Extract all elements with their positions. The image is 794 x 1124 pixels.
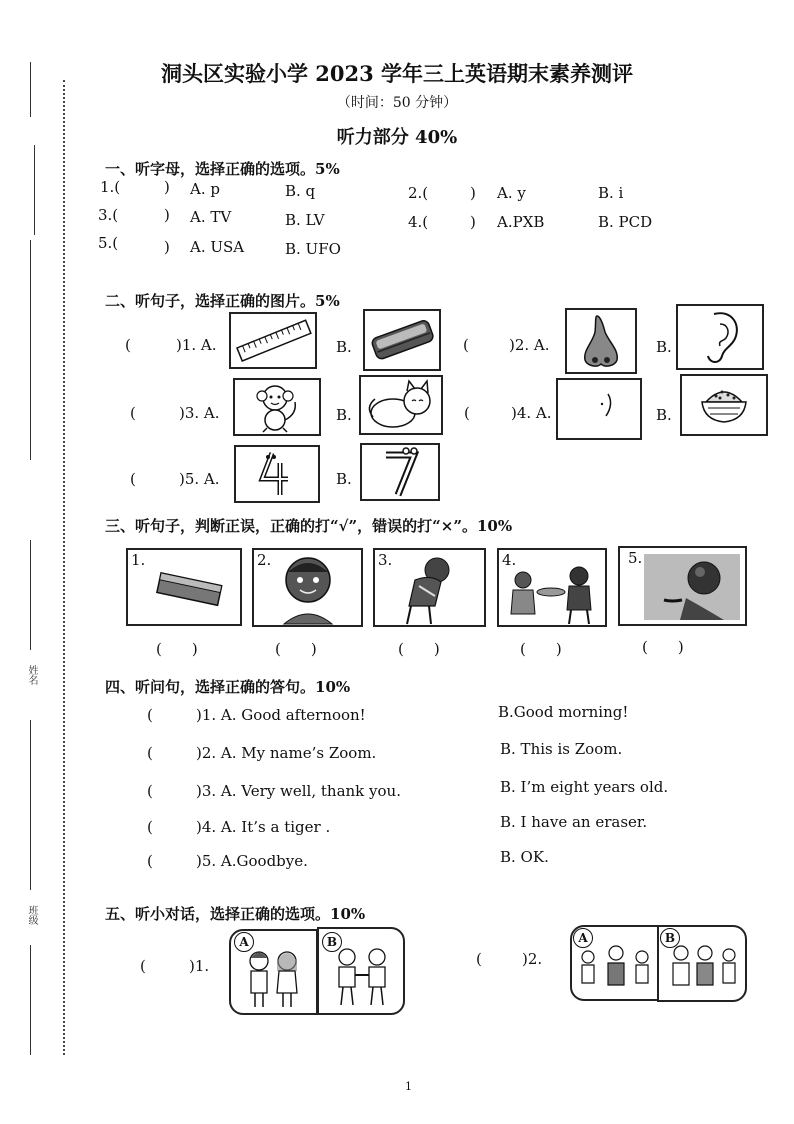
section2-q4-b-picture xyxy=(680,374,768,436)
section4-q1-a: )1. A. Good afternoon! xyxy=(196,706,366,724)
monkey-icon xyxy=(235,380,319,434)
margin-label-class: 班级 xyxy=(26,905,37,925)
section3-picture-4: 4. xyxy=(497,548,607,627)
section5-q1-label: )1. xyxy=(189,957,210,975)
number-four-icon xyxy=(236,447,318,501)
margin-line-bottom xyxy=(30,945,31,1055)
ruler-icon xyxy=(231,314,315,367)
section4-q2-a: )2. A. My name’s Zoom. xyxy=(196,744,377,762)
section2-heading: 二、听句子，选择正确的图片。5% xyxy=(105,292,340,310)
margin-line-lower xyxy=(30,720,31,890)
section3-picture-5: 5. xyxy=(618,546,747,626)
section3-answer-1[interactable]: ( ) xyxy=(156,640,198,658)
section2-q5-b-picture xyxy=(360,443,440,501)
section2-q4-a-picture xyxy=(556,378,642,440)
section2-q1-b-picture xyxy=(363,309,441,371)
section4-q1-paren: ( xyxy=(147,706,153,724)
section2-q5-label: )5. A. xyxy=(179,470,220,488)
fold-dotted-line xyxy=(63,80,65,1055)
section2-q3-b-label: B. xyxy=(336,406,352,424)
section3-answer-5[interactable]: ( ) xyxy=(642,638,684,656)
section2-q1-paren: ( xyxy=(125,336,131,354)
margin-line-middle xyxy=(30,240,31,460)
section4-q5-a: )5. A.Goodbye. xyxy=(196,852,308,870)
section4-q3-a: )3. A. Very well, thank you. xyxy=(196,782,401,800)
section2-q4-label: )4. A. xyxy=(511,404,552,422)
section3-picture-3: 3. xyxy=(373,548,486,627)
section4-q4-b: B. I have an eraser. xyxy=(500,813,648,831)
section2-q2-paren: ( xyxy=(463,336,469,354)
section2-q3-a-picture xyxy=(233,378,321,436)
section4-q4-a: )4. A. It’s a tiger . xyxy=(196,818,331,836)
section5-heading: 五、听小对话，选择正确的选项。10% xyxy=(105,905,366,923)
section5-q1-paren: ( xyxy=(140,957,146,975)
section2-q1-a-picture xyxy=(229,312,317,369)
section5-q2-b-picture: B xyxy=(657,925,747,1002)
section3-answer-4[interactable]: ( ) xyxy=(520,640,562,658)
section4-heading: 四、听问句，选择正确的答句。10% xyxy=(105,678,351,696)
exam-title: 洞头区实验小学 2023 学年三上英语期末素养测评 xyxy=(160,61,634,86)
section5-q1-a-picture: A xyxy=(229,929,318,1015)
section4-q1-b: B.Good morning! xyxy=(498,703,629,721)
section2-q2-b-label: B. xyxy=(656,338,672,356)
margin-line-mid2 xyxy=(30,540,31,650)
section4-q2-b: B. This is Zoom. xyxy=(500,740,623,758)
section4-q3-b: B. I’m eight years old. xyxy=(500,778,669,796)
section5-q2-paren: ( xyxy=(476,950,482,968)
section3-picture-2: 2. xyxy=(252,548,363,627)
section4-q2-paren: ( xyxy=(147,744,153,762)
margin-line-upper xyxy=(34,145,35,235)
section4-q3-paren: ( xyxy=(147,782,153,800)
section2-q3-label: )3. A. xyxy=(179,404,220,422)
section5-q1-b-picture: B xyxy=(317,927,405,1015)
nose-icon xyxy=(567,310,635,372)
section2-q5-a-picture xyxy=(234,445,320,503)
section2-q2-label: )2. A. xyxy=(509,336,550,354)
number-seven-icon xyxy=(362,445,438,499)
page-number: 1 xyxy=(405,1080,412,1093)
section3-heading: 三、听句子，判断正误，正确的打“√”，错误的打“×”。10% xyxy=(105,517,513,535)
section5-q2-label: )2. xyxy=(522,950,543,968)
part-heading: 听力部分 40% xyxy=(336,127,458,148)
cat-icon xyxy=(361,377,441,433)
section2-q5-paren: ( xyxy=(130,470,136,488)
section2-q1-b-label: B. xyxy=(336,338,352,356)
pencil-case-icon xyxy=(365,311,439,369)
margin-label-name: 姓名 xyxy=(26,665,37,685)
section2-q1-label: )1. A. xyxy=(176,336,217,354)
section2-q5-b-label: B. xyxy=(336,470,352,488)
section2-q4-paren: ( xyxy=(464,404,470,422)
ear-icon xyxy=(678,306,762,368)
section5-q2-a-picture: A xyxy=(570,925,660,1001)
section4-q5-b: B. OK. xyxy=(500,848,549,866)
section3-answer-3[interactable]: ( ) xyxy=(398,640,440,658)
section4-q5-paren: ( xyxy=(147,852,153,870)
blank-picture-icon xyxy=(558,380,640,438)
section3-picture-1: 1. xyxy=(126,548,242,626)
section2-q2-a-picture xyxy=(565,308,637,374)
section4-q4-paren: ( xyxy=(147,818,153,836)
rice-bowl-icon xyxy=(682,376,766,434)
section2-q2-b-picture xyxy=(676,304,764,370)
section2-q3-paren: ( xyxy=(130,404,136,422)
section2-q4-b-label: B. xyxy=(656,406,672,424)
exam-time: （时间：50 分钟） xyxy=(336,95,458,111)
section2-q3-b-picture xyxy=(359,375,443,435)
section1-heading: 一、听字母，选择正确的选项。5% xyxy=(105,160,340,178)
section3-answer-2[interactable]: ( ) xyxy=(275,640,317,658)
